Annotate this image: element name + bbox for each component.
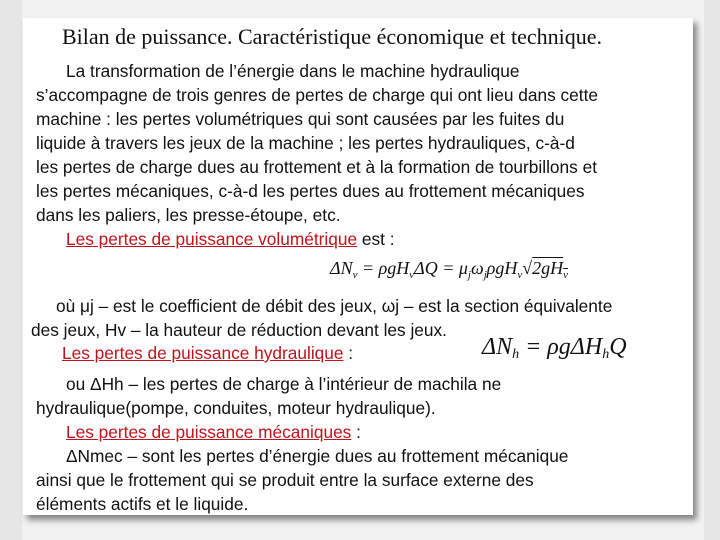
left-border-stripe [0, 0, 22, 540]
mechanical-label: Les pertes de puissance mécaniques [66, 422, 352, 442]
volumetric-desc-2: des jeux, Hv – la hauteur de réduction devant les jeux. [31, 320, 447, 340]
volumetric-suffix: est : [357, 229, 395, 249]
mechanical-desc-1: ΔNmec – sont les pertes d’énergie dues au frottement mécanique [66, 446, 569, 466]
intro-line-4: liquide à travers les jeux de la machine ; les pertes hydrauliques, c-à-d [36, 133, 575, 153]
page-title: Bilan de puissance. Caractéristique économique et technique. [62, 24, 603, 49]
hydraulic-heading [62, 343, 353, 363]
volumetric-label: Les pertes de puissance volumétrique [66, 229, 358, 249]
mechanical-suffix: : [351, 422, 361, 442]
hydraulic-suffix: : [343, 343, 354, 363]
hydraulic-desc-1: ou ΔHh – les pertes de charge à l’intérieur de machila ne [66, 374, 502, 394]
hydraulic-formula: $\Delta N_h = \rho g\Delta H_hQ$ [482, 334, 627, 362]
intro-line-1: La transformation de l’énergie dans le machine hydraulique [66, 61, 520, 81]
right-border-stripe [704, 0, 720, 540]
mechanical-desc-3: éléments actifs et le liquide. [36, 494, 249, 514]
intro-line-3: machine : les pertes volumétriques qui sont causées par les fuites du [36, 109, 565, 129]
volumetric-formula: $\Delta N_v = \rho gH_v\Delta Q = \mu_j\omega_j\rho gH_v√2gH_v$ [330, 258, 569, 281]
mechanical-desc-2: ainsi que le frottement qui se produit entre la surface externe des [36, 470, 534, 490]
hydraulic-desc-2: hydraulique(pompe, conduites, moteur hydraulique). [36, 398, 436, 418]
volumetric-desc-1: où μj – est le coefficient de débit des jeux, ωj – est la section équivalente [56, 296, 613, 316]
volumetric-heading [66, 229, 395, 249]
intro-line-2: s’accompagne de trois genres de pertes de charge qui ont lieu dans cette [36, 85, 598, 105]
intro-line-7: dans les paliers, les presse-étoupe, etc. [36, 205, 341, 225]
mechanical-heading [66, 422, 361, 442]
hydraulic-label: Les pertes de puissance hydraulique [62, 343, 344, 363]
intro-line-5: les pertes de charge dues au frottement et à la formation de tourbillons et [36, 157, 598, 177]
intro-line-6: les pertes mécaniques, c-à-d les pertes dues au frottement mécaniques [36, 181, 585, 201]
